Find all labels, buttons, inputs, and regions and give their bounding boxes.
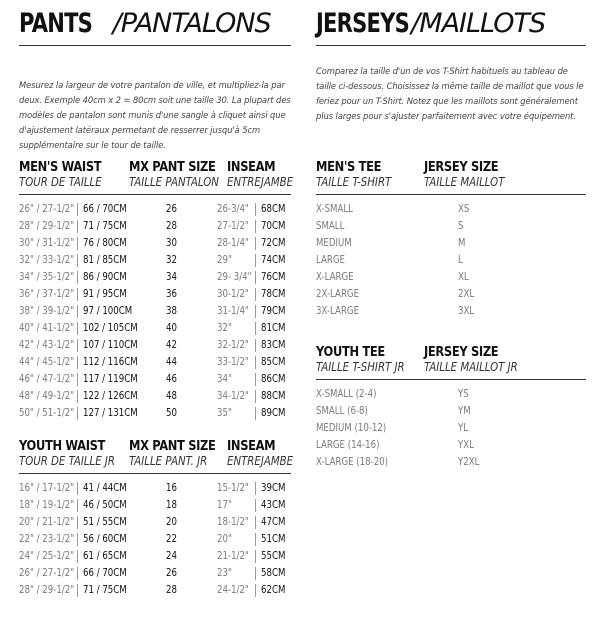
table-cell: M bbox=[458, 237, 466, 249]
table-row bbox=[316, 201, 586, 218]
table-cell: 43CM bbox=[261, 499, 286, 511]
pants-title-italic: /PANTALONS bbox=[112, 8, 271, 39]
column-separator bbox=[255, 533, 256, 546]
table-cell: 34" bbox=[217, 373, 232, 385]
youth-jersey-header bbox=[316, 344, 586, 378]
table-cell: 26 bbox=[166, 203, 177, 215]
column-separator bbox=[255, 584, 256, 597]
table-cell: 32" bbox=[217, 322, 232, 334]
table-cell: X-SMALL bbox=[316, 203, 353, 215]
table-cell: 34" / 35-1/2" bbox=[19, 271, 75, 283]
table-cell: 32-1/2" bbox=[217, 339, 249, 351]
table-cell: 3X-LARGE bbox=[316, 305, 360, 317]
table-cell: 26" / 27-1/2" bbox=[19, 203, 75, 215]
table-cell: LARGE (14-16) bbox=[316, 439, 380, 451]
table-cell: 29" bbox=[217, 254, 232, 266]
table-row bbox=[19, 565, 291, 582]
table-cell: L bbox=[458, 254, 463, 266]
column-separator bbox=[255, 516, 256, 529]
table-cell: 2X-LARGE bbox=[316, 288, 360, 300]
column-separator bbox=[255, 550, 256, 563]
inseam-header: INSEAM bbox=[227, 159, 276, 175]
men-jersey-header bbox=[316, 159, 586, 193]
column-separator bbox=[77, 373, 78, 386]
table-row bbox=[19, 286, 291, 303]
table-cell: 58CM bbox=[261, 567, 286, 579]
table-row bbox=[19, 480, 291, 497]
column-separator bbox=[77, 254, 78, 267]
youth-mx-pant-size-header: MX PANT SIZE bbox=[129, 438, 216, 454]
column-separator bbox=[255, 390, 256, 403]
table-cell: 32" / 33-1/2" bbox=[19, 254, 75, 266]
table-cell: 50" / 51-1/2" bbox=[19, 407, 75, 419]
table-cell: 40" / 41-1/2" bbox=[19, 322, 75, 334]
table-cell: XL bbox=[458, 271, 469, 283]
table-cell: 74CM bbox=[261, 254, 286, 266]
men-pants-rows bbox=[19, 201, 291, 422]
youth-pants-header bbox=[19, 438, 294, 472]
men-jersey-table bbox=[316, 159, 586, 320]
table-cell: 30" / 31-1/2" bbox=[19, 237, 75, 249]
table-cell: 35" bbox=[217, 407, 232, 419]
table-cell: 27-1/2" bbox=[217, 220, 249, 232]
table-cell: XS bbox=[458, 203, 470, 215]
table-cell: 29- 3/4" bbox=[217, 271, 252, 283]
table-cell: 48 bbox=[166, 390, 177, 402]
table-row bbox=[19, 269, 291, 286]
table-row bbox=[19, 354, 291, 371]
column-separator bbox=[77, 584, 78, 597]
table-cell: 112 / 116CM bbox=[83, 356, 138, 368]
column-separator bbox=[255, 237, 256, 250]
table-cell: Y2XL bbox=[458, 456, 480, 468]
men-pants-rule bbox=[19, 194, 291, 195]
table-cell: 30 bbox=[166, 237, 177, 249]
table-cell: 127 / 131CM bbox=[83, 407, 138, 419]
table-cell: 66 / 70CM bbox=[83, 203, 127, 215]
table-cell: 55CM bbox=[261, 550, 286, 562]
pants-title-bold: PANTS bbox=[19, 8, 93, 39]
pants-title-rule bbox=[19, 45, 291, 46]
table-cell: 18" / 19-1/2" bbox=[19, 499, 75, 511]
table-cell: 56 / 60CM bbox=[83, 533, 127, 545]
table-cell: 66 / 70CM bbox=[83, 567, 127, 579]
table-cell: YXL bbox=[458, 439, 474, 451]
table-cell: 2XL bbox=[458, 288, 475, 300]
table-cell: SMALL (6-8) bbox=[316, 405, 368, 417]
table-cell: 28 bbox=[166, 220, 177, 232]
column-separator bbox=[77, 516, 78, 529]
table-cell: 18-1/2" bbox=[217, 516, 249, 528]
table-cell: 31-1/4" bbox=[217, 305, 249, 317]
table-cell: YS bbox=[458, 388, 469, 400]
table-cell: 26 bbox=[166, 567, 177, 579]
table-cell: 38" / 39-1/2" bbox=[19, 305, 75, 317]
jersey-size-header: JERSEY SIZE bbox=[424, 159, 499, 175]
mx-pant-size-header: MX PANT SIZE bbox=[129, 159, 216, 175]
table-row bbox=[316, 252, 586, 269]
table-cell: 21-1/2" bbox=[217, 550, 249, 562]
table-row bbox=[316, 437, 586, 454]
table-row bbox=[19, 548, 291, 565]
inseam-subheader: ENTREJAMBE bbox=[227, 175, 294, 189]
column-separator bbox=[255, 322, 256, 335]
table-cell: 42" / 43-1/2" bbox=[19, 339, 75, 351]
table-cell: 41 / 44CM bbox=[83, 482, 127, 494]
youth-tee-subheader: TAILLE T-SHIRT JR bbox=[316, 360, 405, 374]
mens-tee-subheader: TAILLE T-SHIRT bbox=[316, 175, 392, 189]
column-separator bbox=[255, 499, 256, 512]
table-cell: 44 bbox=[166, 356, 177, 368]
jersey-size-subheader: TAILLE MAILLOT bbox=[424, 175, 505, 189]
table-cell: S bbox=[458, 220, 464, 232]
youth-mx-pant-size-subheader: TAILLE PANT. JR bbox=[129, 454, 208, 468]
table-cell: 76 / 80CM bbox=[83, 237, 127, 249]
table-cell: 28 bbox=[166, 584, 177, 596]
table-cell: 79CM bbox=[261, 305, 286, 317]
table-row bbox=[19, 201, 291, 218]
table-cell: 70CM bbox=[261, 220, 286, 232]
table-cell: SMALL bbox=[316, 220, 345, 232]
table-cell: 85CM bbox=[261, 356, 286, 368]
youth-pants-table bbox=[19, 438, 294, 599]
table-cell: 32 bbox=[166, 254, 177, 266]
table-cell: 76CM bbox=[261, 271, 286, 283]
mens-tee-header: MEN'S TEE bbox=[316, 159, 382, 175]
table-cell: 78CM bbox=[261, 288, 286, 300]
column-separator bbox=[77, 305, 78, 318]
column-separator bbox=[77, 533, 78, 546]
table-cell: 22 bbox=[166, 533, 177, 545]
youth-inseam-header: INSEAM bbox=[227, 438, 276, 454]
column-separator bbox=[255, 220, 256, 233]
table-cell: 28" / 29-1/2" bbox=[19, 220, 75, 232]
table-cell: 15-1/2" bbox=[217, 482, 249, 494]
table-row bbox=[316, 235, 586, 252]
column-separator bbox=[255, 339, 256, 352]
column-separator bbox=[255, 254, 256, 267]
pants-title bbox=[19, 0, 291, 44]
table-cell: 81 / 85CM bbox=[83, 254, 127, 266]
table-row bbox=[19, 388, 291, 405]
table-cell: 40 bbox=[166, 322, 177, 334]
youth-waist-header: YOUTH WAIST bbox=[19, 438, 106, 454]
youth-pants-rows bbox=[19, 480, 291, 599]
table-cell: YL bbox=[458, 422, 469, 434]
column-separator bbox=[77, 390, 78, 403]
column-separator bbox=[255, 373, 256, 386]
men-pants-table bbox=[19, 159, 294, 422]
table-cell: 91 / 95CM bbox=[83, 288, 127, 300]
table-cell: 50 bbox=[166, 407, 177, 419]
table-cell: 44" / 45-1/2" bbox=[19, 356, 75, 368]
table-cell: 102 / 105CM bbox=[83, 322, 138, 334]
table-row bbox=[19, 252, 291, 269]
table-cell: 23" bbox=[217, 567, 232, 579]
table-row bbox=[316, 303, 586, 320]
table-row bbox=[316, 420, 586, 437]
table-row bbox=[316, 218, 586, 235]
table-cell: 36" / 37-1/2" bbox=[19, 288, 75, 300]
table-cell: YM bbox=[458, 405, 471, 417]
table-cell: 107 / 110CM bbox=[83, 339, 138, 351]
column-separator bbox=[77, 482, 78, 495]
table-cell: 33-1/2" bbox=[217, 356, 249, 368]
table-cell: 24 bbox=[166, 550, 177, 562]
table-row bbox=[19, 531, 291, 548]
table-row bbox=[316, 286, 586, 303]
table-cell: 46 / 50CM bbox=[83, 499, 127, 511]
table-row bbox=[19, 371, 291, 388]
table-cell: 18 bbox=[166, 499, 177, 511]
table-cell: 24" / 25-1/2" bbox=[19, 550, 75, 562]
table-cell: 36 bbox=[166, 288, 177, 300]
table-cell: LARGE bbox=[316, 254, 345, 266]
jerseys-title-bold: JERSEYS bbox=[316, 8, 409, 39]
table-cell: 68CM bbox=[261, 203, 286, 215]
table-row bbox=[19, 497, 291, 514]
table-cell: 26-3/4" bbox=[217, 203, 249, 215]
table-cell: 47CM bbox=[261, 516, 286, 528]
youth-jersey-size-subheader: TAILLE MAILLOT JR bbox=[424, 360, 518, 374]
table-cell: X-LARGE (18-20) bbox=[316, 456, 389, 468]
column-separator bbox=[255, 407, 256, 420]
men-waist-header: MEN'S WAIST bbox=[19, 159, 102, 175]
table-cell: 62CM bbox=[261, 584, 286, 596]
table-row bbox=[19, 405, 291, 422]
table-cell: 61 / 65CM bbox=[83, 550, 127, 562]
pants-column bbox=[19, 0, 294, 599]
table-row bbox=[19, 235, 291, 252]
table-cell: MEDIUM (10-12) bbox=[316, 422, 387, 434]
column-separator bbox=[255, 356, 256, 369]
column-separator bbox=[77, 237, 78, 250]
table-cell: 72CM bbox=[261, 237, 286, 249]
table-cell: 16 bbox=[166, 482, 177, 494]
table-cell: 39CM bbox=[261, 482, 286, 494]
table-cell: 86 / 90CM bbox=[83, 271, 127, 283]
youth-inseam-subheader: ENTREJAMBE bbox=[227, 454, 294, 468]
table-row bbox=[19, 218, 291, 235]
table-cell: 42 bbox=[166, 339, 177, 351]
column-separator bbox=[77, 271, 78, 284]
table-row bbox=[19, 337, 291, 354]
column-separator bbox=[77, 288, 78, 301]
column-separator bbox=[255, 271, 256, 284]
column-separator bbox=[77, 322, 78, 335]
table-cell: 46 bbox=[166, 373, 177, 385]
table-cell: 38 bbox=[166, 305, 177, 317]
pants-intro: Mesurez la largeur de votre pantalon de ville, et multipliez-la par deux. Exemple 40cm x 2 = 80cm soit une taille 30. La plupart des modèles de pantalon sont munis d'une sangle à cliquet ainsi que d'ajustement latéraux permetant de resserrer jusqu'à 5cm supplémentaire sur le tour de taille. bbox=[19, 80, 291, 150]
table-cell: 22" / 23-1/2" bbox=[19, 533, 75, 545]
table-cell: 34 bbox=[166, 271, 177, 283]
men-pants-header bbox=[19, 159, 294, 193]
column-separator bbox=[77, 499, 78, 512]
table-cell: 89CM bbox=[261, 407, 286, 419]
table-cell: 16" / 17-1/2" bbox=[19, 482, 75, 494]
table-row bbox=[19, 514, 291, 531]
table-cell: 34-1/2" bbox=[217, 390, 249, 402]
youth-jersey-rule bbox=[316, 379, 586, 380]
table-row bbox=[19, 582, 291, 599]
table-cell: 20" / 21-1/2" bbox=[19, 516, 75, 528]
youth-tee-header: YOUTH TEE bbox=[316, 344, 385, 360]
table-row bbox=[19, 303, 291, 320]
column-separator bbox=[255, 305, 256, 318]
table-cell: 88CM bbox=[261, 390, 286, 402]
table-cell: 28" / 29-1/2" bbox=[19, 584, 75, 596]
table-cell: 3XL bbox=[458, 305, 475, 317]
mx-pant-size-subheader: TAILLE PANTALON bbox=[129, 175, 219, 189]
table-cell: 26" / 27-1/2" bbox=[19, 567, 75, 579]
column-separator bbox=[255, 288, 256, 301]
column-separator bbox=[255, 567, 256, 580]
table-cell: 71 / 75CM bbox=[83, 220, 127, 232]
men-waist-subheader: TOUR DE TAILLE bbox=[19, 175, 102, 189]
table-row bbox=[316, 269, 586, 286]
table-cell: 30-1/2" bbox=[217, 288, 249, 300]
youth-jersey-table bbox=[316, 344, 586, 471]
youth-pants-rule bbox=[19, 473, 291, 474]
table-row bbox=[316, 386, 586, 403]
column-separator bbox=[255, 203, 256, 216]
column-separator bbox=[77, 220, 78, 233]
table-cell: MEDIUM bbox=[316, 237, 352, 249]
table-cell: 122 / 126CM bbox=[83, 390, 138, 402]
table-cell: 20 bbox=[166, 516, 177, 528]
column-separator bbox=[255, 482, 256, 495]
table-cell: 28-1/4" bbox=[217, 237, 249, 249]
table-cell: 51CM bbox=[261, 533, 286, 545]
table-cell: 86CM bbox=[261, 373, 286, 385]
table-cell: 81CM bbox=[261, 322, 286, 334]
table-row bbox=[316, 403, 586, 420]
table-row bbox=[19, 320, 291, 337]
youth-waist-subheader: TOUR DE TAILLE JR bbox=[19, 454, 116, 468]
men-jersey-rule bbox=[316, 194, 586, 195]
table-cell: 71 / 75CM bbox=[83, 584, 127, 596]
column-separator bbox=[77, 339, 78, 352]
jerseys-column bbox=[316, 0, 586, 471]
men-jersey-rows bbox=[316, 201, 586, 320]
table-cell: 51 / 55CM bbox=[83, 516, 127, 528]
table-cell: X-SMALL (2-4) bbox=[316, 388, 377, 400]
jerseys-title bbox=[316, 0, 586, 44]
table-cell: X-LARGE bbox=[316, 271, 354, 283]
table-row bbox=[316, 454, 586, 471]
column-separator bbox=[77, 550, 78, 563]
jerseys-title-italic: /MAILLOTS bbox=[411, 8, 546, 39]
column-separator bbox=[77, 567, 78, 580]
column-separator bbox=[77, 356, 78, 369]
table-cell: 17" bbox=[217, 499, 232, 511]
table-cell: 48" / 49-1/2" bbox=[19, 390, 75, 402]
table-cell: 97 / 100CM bbox=[83, 305, 133, 317]
jerseys-intro: Comparez la taille d'un de vos T-Shirt habituels au tableau de taille ci-dessous. Choisissez la même taille de maillot que vous le feriez pour un T-Shirt. Notez que les maillots sont généralement plus larges pour s'ajuster parfaitement avec votre équipement. bbox=[316, 66, 584, 121]
column-separator bbox=[77, 407, 78, 420]
youth-jersey-size-header: JERSEY SIZE bbox=[424, 344, 499, 360]
table-cell: 24-1/2" bbox=[217, 584, 249, 596]
youth-jersey-rows bbox=[316, 386, 586, 471]
table-cell: 117 / 119CM bbox=[83, 373, 138, 385]
table-cell: 20" bbox=[217, 533, 232, 545]
column-separator bbox=[77, 203, 78, 216]
jerseys-title-rule bbox=[316, 45, 586, 46]
table-cell: 83CM bbox=[261, 339, 286, 351]
table-cell: 46" / 47-1/2" bbox=[19, 373, 75, 385]
